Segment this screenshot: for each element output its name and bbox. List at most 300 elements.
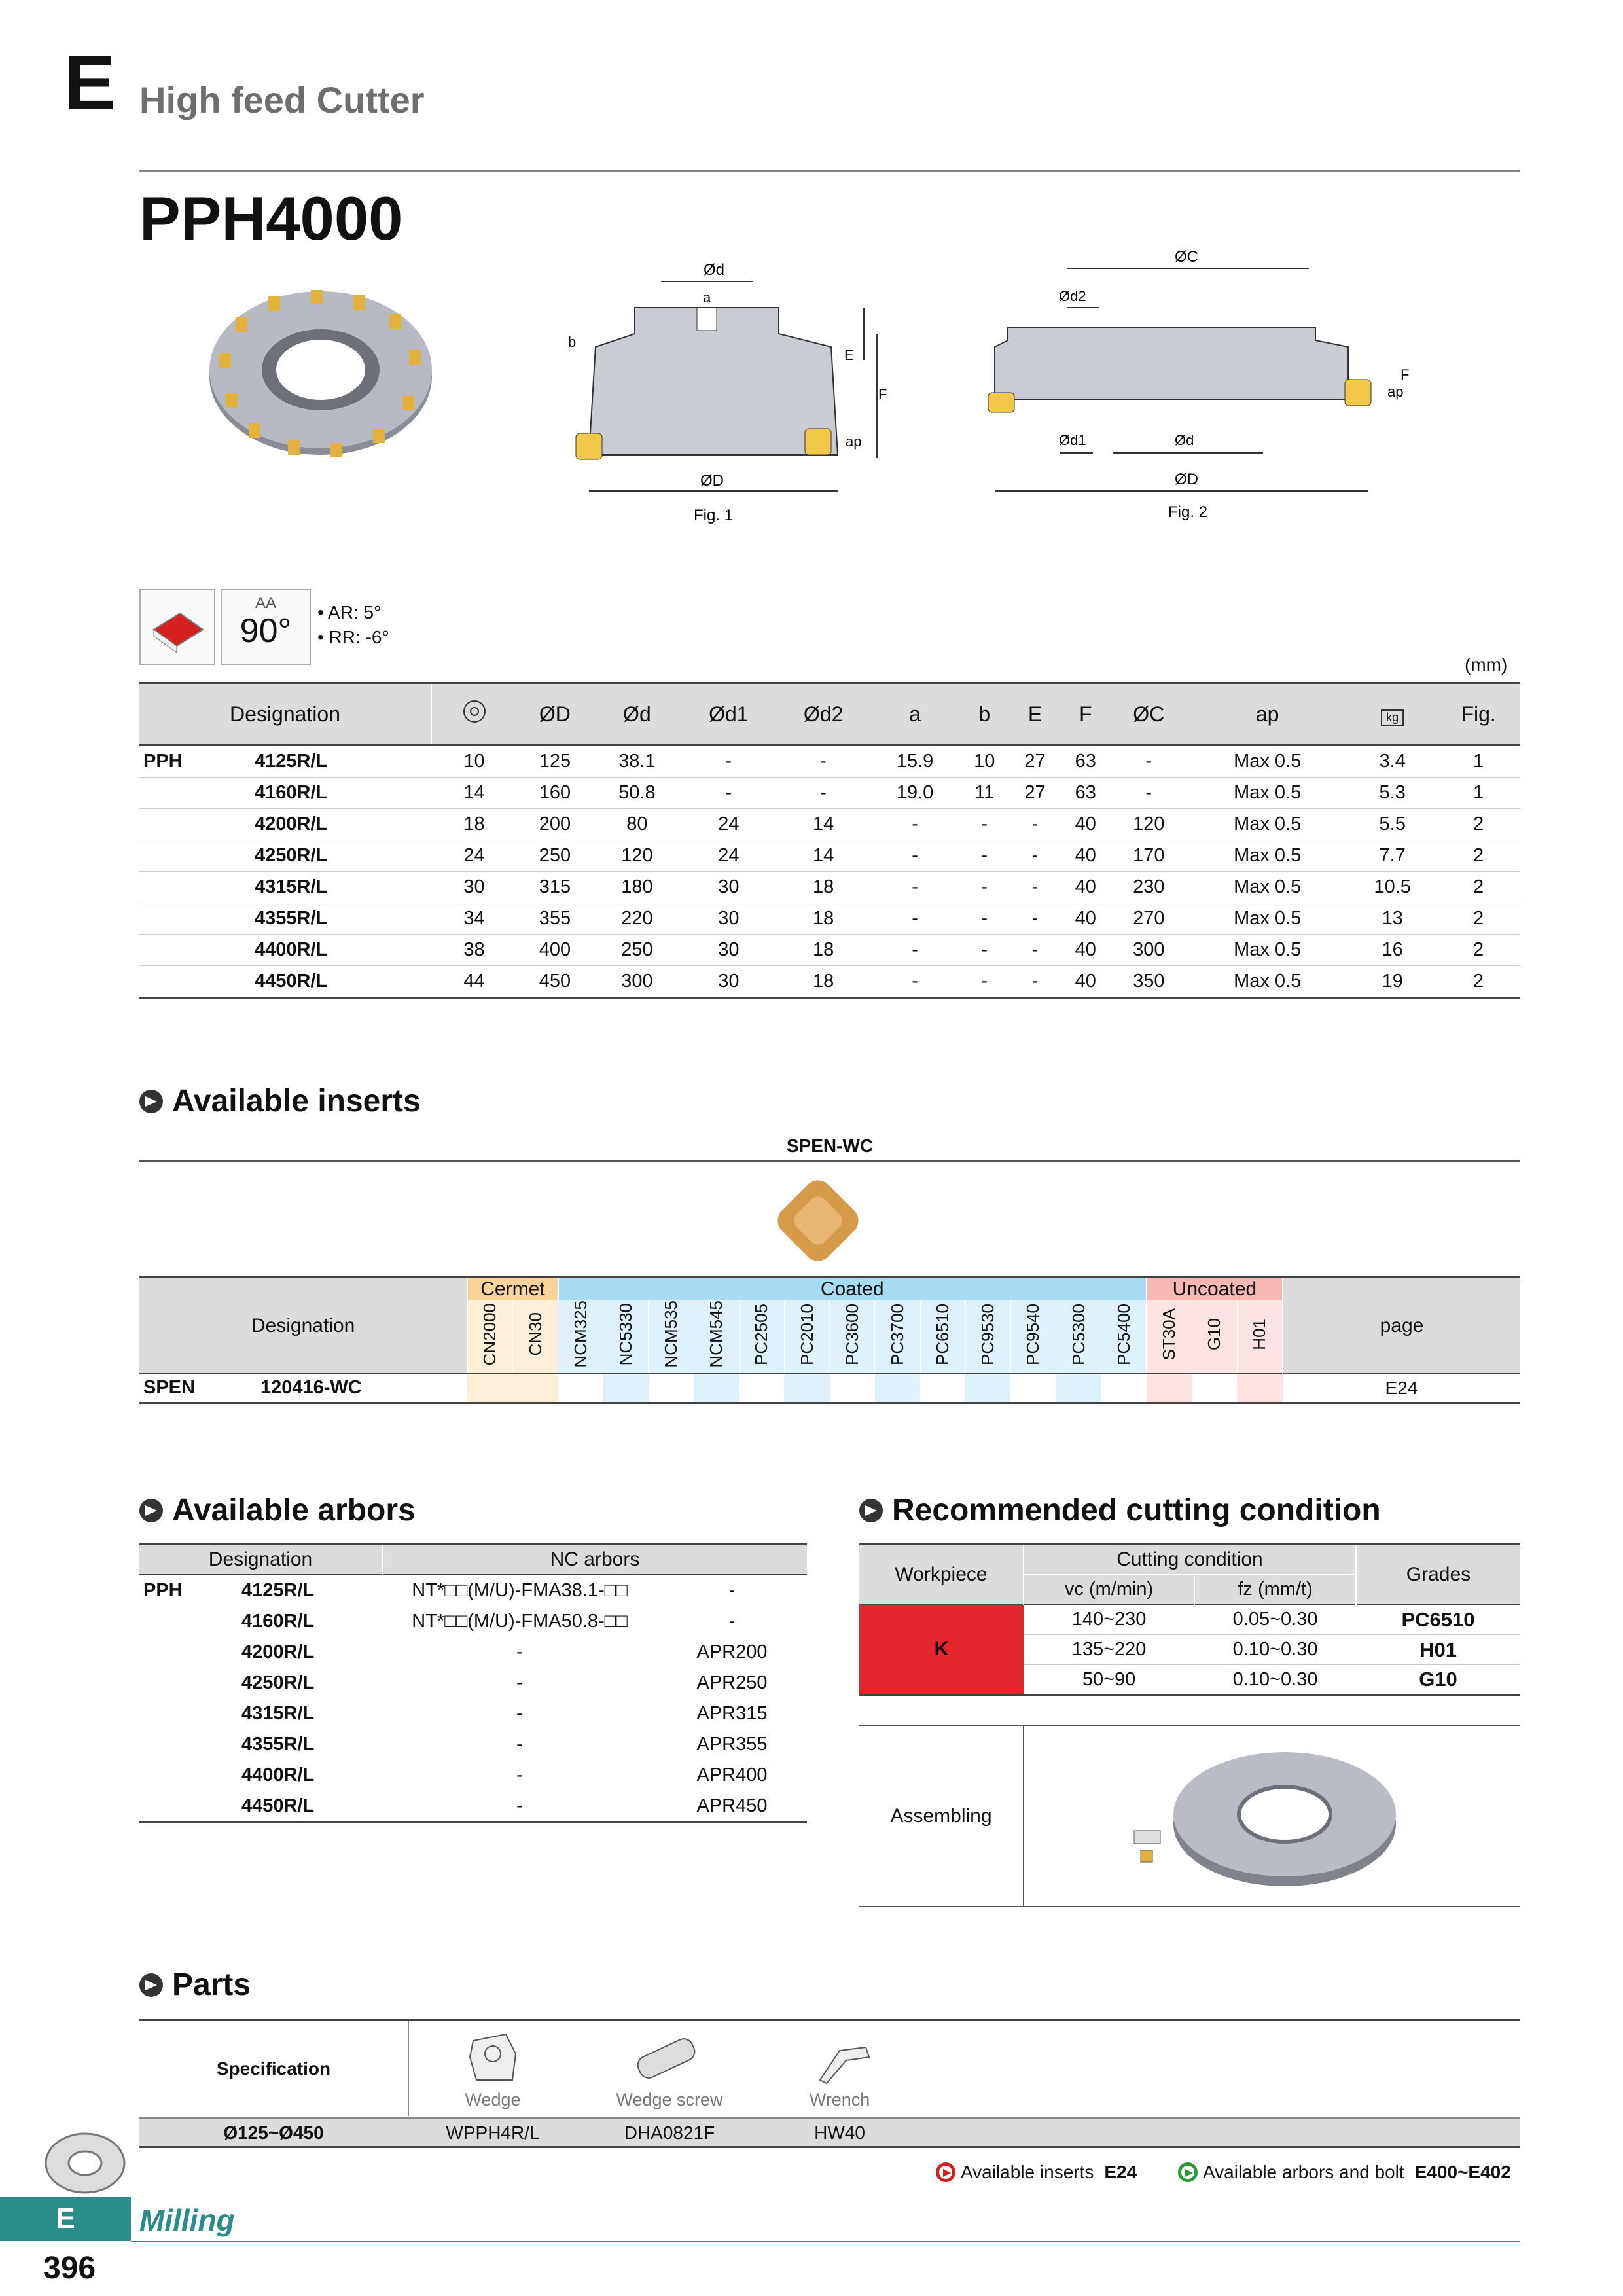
col-b: b bbox=[978, 702, 991, 726]
grade-header: CN30 bbox=[512, 1300, 558, 1374]
designation-cell: 4400R/L bbox=[241, 1764, 315, 1785]
value-cell: - bbox=[981, 845, 988, 866]
value-cell: 80 bbox=[626, 814, 648, 834]
page-header: page bbox=[1283, 1278, 1520, 1374]
parts-table bbox=[139, 2019, 1520, 2145]
value-cell: 44 bbox=[463, 971, 485, 992]
fig1-label-D: ØD bbox=[700, 472, 724, 490]
grade-cell bbox=[739, 1374, 784, 1403]
fig2-label-d1: Ød1 bbox=[1059, 432, 1086, 448]
wedge-label: Wedge bbox=[465, 2090, 521, 2109]
insert-image bbox=[769, 1178, 867, 1263]
value-cell: 14 bbox=[812, 845, 834, 866]
wedge-col bbox=[414, 2028, 571, 2110]
grade-cell bbox=[1237, 1374, 1283, 1403]
group-uncoated: Uncoated bbox=[1147, 1278, 1283, 1301]
designation-cell: 4200R/L bbox=[241, 1641, 315, 1662]
grade-cell bbox=[784, 1374, 829, 1403]
fig1-label-b: b bbox=[568, 334, 577, 350]
insert-grade-table bbox=[139, 1276, 1520, 1404]
table-row bbox=[139, 1791, 807, 1823]
arbor-cell: - bbox=[728, 1610, 736, 1632]
grade-header: PC5300 bbox=[1056, 1300, 1101, 1374]
value-cell: Max 0.5 bbox=[1234, 782, 1302, 803]
value-cell: - bbox=[981, 876, 988, 897]
value-cell: 34 bbox=[463, 908, 485, 929]
row-prefix bbox=[139, 1760, 241, 1791]
row-prefix: PPH bbox=[143, 751, 183, 772]
section-letter: E bbox=[64, 40, 116, 126]
vc-cell: 140~230 bbox=[1071, 1609, 1147, 1630]
value-cell: Max 0.5 bbox=[1234, 751, 1302, 772]
fz-cell: 0.10~0.30 bbox=[1232, 1668, 1318, 1690]
value-cell: 315 bbox=[539, 876, 571, 897]
value-cell: 24 bbox=[463, 845, 485, 866]
unit-label: (mm) bbox=[1465, 655, 1508, 675]
value-cell: 63 bbox=[1075, 751, 1096, 772]
value-cell: 15.9 bbox=[896, 751, 934, 772]
table-row bbox=[139, 809, 1520, 840]
table-row bbox=[139, 745, 1520, 778]
footer-rule bbox=[131, 2241, 1520, 2242]
value-cell: 40 bbox=[1075, 971, 1096, 992]
fig2-label-d: Ød bbox=[1175, 432, 1194, 448]
value-cell: 18 bbox=[812, 939, 834, 960]
value-cell: - bbox=[1031, 908, 1039, 929]
nc-arbor-cell: NT*□□(M/U)-FMA50.8-□□ bbox=[412, 1610, 628, 1632]
link-available-arbors[interactable]: Available arbors and bolt E400~E402 bbox=[1178, 2162, 1511, 2183]
condition-header: Cutting condition bbox=[1024, 1545, 1356, 1575]
wedge-code: WPPH4R/L bbox=[446, 2123, 540, 2143]
value-cell: - bbox=[1031, 876, 1039, 897]
value-cell: - bbox=[981, 971, 988, 992]
value-cell: 1 bbox=[1473, 751, 1484, 772]
row-prefix bbox=[139, 840, 255, 872]
arrow-right-icon bbox=[936, 2162, 955, 2182]
value-cell: 40 bbox=[1075, 939, 1096, 960]
fig2-drawing bbox=[982, 249, 1453, 530]
parts-spec-label: Specification bbox=[139, 2021, 409, 2116]
nc-arbor-cell: - bbox=[516, 1672, 523, 1693]
grade-cell bbox=[1010, 1374, 1056, 1403]
grade-cell bbox=[965, 1374, 1010, 1403]
grade-cell bbox=[512, 1374, 558, 1403]
nc-arbor-cell: - bbox=[516, 1733, 523, 1755]
table-row bbox=[139, 935, 1520, 966]
arbor-cell: APR400 bbox=[696, 1764, 768, 1785]
fig1-label-e: E bbox=[844, 347, 854, 363]
insert-designation: SPEN 120416-WC bbox=[143, 1377, 362, 1399]
fig1-drawing bbox=[563, 255, 903, 530]
value-cell: 50.8 bbox=[618, 782, 656, 803]
insert-name: SPEN-WC bbox=[139, 1136, 1520, 1162]
value-cell: 230 bbox=[1133, 876, 1165, 897]
grade-header: ST30A bbox=[1147, 1300, 1192, 1374]
value-cell: 1 bbox=[1473, 782, 1484, 803]
value-cell: - bbox=[912, 939, 918, 960]
section-arrow-icon bbox=[139, 1499, 163, 1522]
assembling-image bbox=[1121, 1739, 1409, 1896]
value-cell: - bbox=[1031, 939, 1039, 960]
fig1-label-a: a bbox=[703, 289, 711, 306]
value-cell: 2 bbox=[1473, 845, 1484, 866]
grade-header: H01 bbox=[1237, 1300, 1283, 1374]
arbor-cell: APR355 bbox=[696, 1733, 768, 1755]
value-cell: 10 bbox=[974, 751, 995, 772]
value-cell: 5.3 bbox=[1379, 782, 1406, 803]
section-arrow-icon bbox=[859, 1499, 883, 1522]
designation-cell: 4315R/L bbox=[241, 1702, 315, 1724]
arbors-col-nc: NC arbors bbox=[382, 1545, 807, 1575]
grade-header: PC3700 bbox=[875, 1300, 920, 1374]
wedge-screw-icon bbox=[624, 2028, 715, 2087]
workpiece-k: K bbox=[859, 1605, 1024, 1695]
fig1-label-f: F bbox=[878, 386, 887, 403]
table-row bbox=[139, 1606, 807, 1637]
aa-label: AA bbox=[255, 594, 276, 612]
value-cell: 2 bbox=[1473, 971, 1484, 992]
nc-arbor-cell: NT*□□(M/U)-FMA38.1-□□ bbox=[412, 1579, 628, 1601]
value-cell: 18 bbox=[812, 971, 834, 992]
arbor-cell: APR315 bbox=[696, 1702, 768, 1724]
link-available-inserts[interactable]: Available inserts E24 bbox=[936, 2162, 1137, 2183]
grade-header: NCM535 bbox=[649, 1300, 694, 1374]
grade-header: PC5400 bbox=[1101, 1300, 1147, 1374]
fig2-label-d2: Ød2 bbox=[1059, 288, 1086, 304]
value-cell: 13 bbox=[1382, 908, 1403, 929]
table-row bbox=[139, 1760, 807, 1791]
arrow-right-icon bbox=[1178, 2162, 1198, 2182]
vc-cell: 50~90 bbox=[1082, 1668, 1136, 1690]
value-cell: 2 bbox=[1473, 814, 1484, 834]
grade-header: PC2505 bbox=[739, 1300, 784, 1374]
designation-cell: 4355R/L bbox=[255, 908, 328, 929]
arbor-cell: - bbox=[728, 1579, 736, 1601]
page-number: 396 bbox=[43, 2251, 96, 2286]
col-designation: Designation bbox=[230, 702, 340, 726]
value-cell: Max 0.5 bbox=[1234, 908, 1302, 929]
value-cell: - bbox=[1145, 782, 1152, 803]
value-cell: 2 bbox=[1473, 908, 1484, 929]
designation-cell: 4450R/L bbox=[241, 1795, 315, 1816]
vc-cell: 135~220 bbox=[1071, 1639, 1147, 1660]
value-cell: 350 bbox=[1133, 971, 1165, 992]
fz-cell: 0.10~0.30 bbox=[1232, 1639, 1318, 1660]
grade-header: G10 bbox=[1192, 1300, 1237, 1374]
arbors-heading: Available arbors bbox=[139, 1492, 416, 1528]
col-fig: Fig. bbox=[1461, 702, 1496, 726]
value-cell: 30 bbox=[718, 971, 740, 992]
designation-cell: 4355R/L bbox=[241, 1733, 315, 1755]
table-row bbox=[859, 1605, 1520, 1635]
col-d2: Ød2 bbox=[803, 702, 844, 726]
col-ap: ap bbox=[1255, 702, 1279, 726]
value-cell: 2 bbox=[1473, 939, 1484, 960]
table-row bbox=[139, 1729, 807, 1760]
nc-arbor-cell: - bbox=[516, 1795, 523, 1816]
ar-text: • AR: 5° bbox=[317, 602, 382, 622]
fig1-label-ap: ap bbox=[846, 433, 862, 450]
row-prefix: PPH bbox=[143, 1579, 183, 1601]
fig1-caption: Fig. 1 bbox=[694, 507, 734, 524]
value-cell: - bbox=[981, 939, 988, 960]
row-prefix bbox=[139, 1637, 241, 1668]
value-cell: 30 bbox=[463, 876, 485, 897]
section-title: High feed Cutter bbox=[139, 79, 425, 120]
designation-cell: 4125R/L bbox=[241, 1579, 315, 1601]
value-cell: 40 bbox=[1075, 908, 1096, 929]
grade-header: PC6510 bbox=[920, 1300, 965, 1374]
wrench-label: Wrench bbox=[809, 2090, 870, 2109]
workpiece-header: Workpiece bbox=[895, 1563, 988, 1585]
designation-cell: 4160R/L bbox=[255, 782, 328, 803]
arbor-cell: APR200 bbox=[696, 1641, 768, 1662]
value-cell: 16 bbox=[1382, 939, 1403, 960]
col-d: Ød bbox=[623, 702, 651, 726]
wedge-screw-label: Wedge screw bbox=[616, 2090, 723, 2109]
grade-header: NCM325 bbox=[558, 1300, 603, 1374]
value-cell: 40 bbox=[1075, 814, 1096, 834]
value-cell: 30 bbox=[718, 876, 740, 897]
insert-shape-icon bbox=[139, 589, 215, 665]
value-cell: - bbox=[1145, 751, 1152, 772]
grade-cell bbox=[694, 1374, 739, 1403]
fz-cell: 0.05~0.30 bbox=[1232, 1609, 1318, 1630]
value-cell: Max 0.5 bbox=[1234, 845, 1302, 866]
rr-text: • RR: -6° bbox=[317, 627, 389, 647]
fig2-label-D: ØD bbox=[1175, 471, 1198, 488]
teeth-icon bbox=[431, 683, 517, 745]
grade-cell bbox=[920, 1374, 965, 1403]
value-cell: 40 bbox=[1075, 876, 1096, 897]
value-cell: 250 bbox=[539, 845, 571, 866]
grade-cell: H01 bbox=[1419, 1638, 1457, 1661]
table-row bbox=[139, 1698, 807, 1729]
cutter-product-image bbox=[196, 272, 445, 494]
value-cell: Max 0.5 bbox=[1234, 814, 1302, 834]
ins-designation-header: Designation bbox=[139, 1278, 467, 1374]
grade-cell bbox=[467, 1374, 512, 1403]
approach-angle-box bbox=[221, 589, 311, 665]
grade-header: NC5330 bbox=[603, 1300, 649, 1374]
row-prefix bbox=[139, 1668, 241, 1698]
designation-cell: 4250R/L bbox=[241, 1672, 315, 1693]
assembling-label: Assembling bbox=[859, 1726, 1024, 1906]
value-cell: - bbox=[981, 908, 988, 929]
value-cell: 19.0 bbox=[896, 782, 934, 803]
section-arrow-icon bbox=[139, 1973, 163, 1997]
value-cell: - bbox=[1031, 971, 1039, 992]
table-row bbox=[139, 1575, 807, 1606]
nc-arbor-cell: - bbox=[516, 1702, 523, 1724]
value-cell: 11 bbox=[974, 782, 995, 803]
insert-page[interactable]: E24 bbox=[1385, 1377, 1418, 1398]
row-prefix bbox=[139, 1606, 241, 1637]
grade-header: PC9530 bbox=[965, 1300, 1010, 1374]
value-cell: 18 bbox=[812, 908, 834, 929]
arbors-col-designation: Designation bbox=[208, 1548, 313, 1570]
value-cell: 63 bbox=[1075, 782, 1096, 803]
grade-header: NCM545 bbox=[694, 1300, 739, 1374]
value-cell: - bbox=[1031, 845, 1039, 866]
value-cell: 200 bbox=[539, 814, 571, 834]
vc-header: vc (m/min) bbox=[1024, 1575, 1194, 1605]
row-prefix bbox=[139, 778, 255, 809]
grade-cell bbox=[603, 1374, 649, 1403]
cutting-table bbox=[859, 1543, 1520, 1696]
value-cell: 120 bbox=[621, 845, 653, 866]
inserts-heading: Available inserts bbox=[139, 1083, 421, 1119]
value-cell: 160 bbox=[539, 782, 571, 803]
fig2-label-ap: ap bbox=[1387, 384, 1404, 400]
value-cell: 38.1 bbox=[618, 751, 656, 772]
grades-header: Grades bbox=[1356, 1545, 1520, 1605]
section-tab[interactable]: E bbox=[0, 2197, 131, 2241]
value-cell: 30 bbox=[718, 908, 740, 929]
value-cell: - bbox=[820, 782, 827, 803]
value-cell: 2 bbox=[1473, 876, 1484, 897]
wedge-screw-col bbox=[584, 2028, 755, 2110]
wedge-icon bbox=[460, 2028, 526, 2087]
value-cell: - bbox=[912, 845, 918, 866]
value-cell: 18 bbox=[463, 814, 485, 834]
row-prefix bbox=[139, 1729, 241, 1760]
value-cell: - bbox=[912, 971, 918, 992]
nc-arbor-cell: - bbox=[516, 1641, 523, 1662]
value-cell: 300 bbox=[1133, 939, 1165, 960]
table-row bbox=[139, 840, 1520, 872]
parts-row bbox=[139, 2117, 1520, 2148]
fig2-label-f: F bbox=[1400, 367, 1410, 383]
grade-header: PC2010 bbox=[784, 1300, 829, 1374]
col-C: ØC bbox=[1133, 702, 1165, 726]
value-cell: 400 bbox=[539, 939, 571, 960]
group-cermet: Cermet bbox=[467, 1278, 558, 1301]
value-cell: - bbox=[725, 751, 732, 772]
fig1-label-d: Ød bbox=[704, 261, 725, 279]
value-cell: 14 bbox=[812, 814, 834, 834]
designation-cell: 4450R/L bbox=[255, 971, 328, 992]
grade-cell bbox=[558, 1374, 603, 1403]
col-D: ØD bbox=[539, 702, 571, 726]
wrench-icon bbox=[800, 2028, 879, 2087]
nc-arbor-cell: - bbox=[516, 1764, 523, 1785]
value-cell: Max 0.5 bbox=[1234, 971, 1302, 992]
aa-value: 90° bbox=[240, 612, 292, 650]
value-cell: 10.5 bbox=[1374, 876, 1411, 897]
grade-cell bbox=[875, 1374, 920, 1403]
grade-cell: G10 bbox=[1419, 1668, 1457, 1691]
value-cell: 19 bbox=[1382, 971, 1403, 992]
value-cell: - bbox=[912, 908, 918, 929]
divider bbox=[139, 170, 1520, 172]
row-prefix bbox=[139, 1698, 241, 1729]
value-cell: 24 bbox=[718, 814, 740, 834]
grade-cell bbox=[830, 1374, 875, 1403]
col-E: E bbox=[1027, 702, 1043, 726]
row-prefix bbox=[139, 935, 255, 966]
cutting-heading: Recommended cutting condition bbox=[859, 1492, 1381, 1528]
table-row bbox=[139, 1668, 807, 1698]
col-F: F bbox=[1079, 702, 1092, 726]
wedge-screw-code: DHA0821F bbox=[624, 2123, 715, 2143]
grade-header: CN2000 bbox=[467, 1300, 512, 1374]
designation-cell: 4200R/L bbox=[255, 814, 328, 834]
product-title: PPH4000 bbox=[139, 184, 403, 253]
grade-cell bbox=[1101, 1374, 1147, 1403]
value-cell: 27 bbox=[1024, 782, 1046, 803]
value-cell: 170 bbox=[1133, 845, 1165, 866]
parts-range: Ø125~Ø450 bbox=[223, 2123, 324, 2143]
value-cell: 14 bbox=[463, 782, 485, 803]
assembling-panel bbox=[859, 1725, 1520, 1907]
value-cell: - bbox=[820, 751, 827, 772]
row-prefix bbox=[139, 872, 255, 903]
grade-cell bbox=[649, 1374, 694, 1403]
designation-cell: 4315R/L bbox=[255, 876, 328, 897]
value-cell: 38 bbox=[463, 939, 485, 960]
table-row bbox=[139, 1637, 807, 1668]
grade-header: PC3600 bbox=[830, 1300, 875, 1374]
weight-icon: kg bbox=[1348, 683, 1436, 745]
grade-header: PC9540 bbox=[1010, 1300, 1056, 1374]
value-cell: 27 bbox=[1024, 751, 1046, 772]
designation-cell: 4160R/L bbox=[241, 1610, 315, 1632]
value-cell: - bbox=[1031, 814, 1039, 834]
col-a: a bbox=[909, 702, 921, 726]
table-row bbox=[139, 966, 1520, 998]
group-coated: Coated bbox=[558, 1278, 1147, 1301]
value-cell: 250 bbox=[621, 939, 653, 960]
row-prefix bbox=[139, 903, 255, 935]
value-cell: 3.4 bbox=[1379, 751, 1406, 772]
arbor-cell: APR250 bbox=[696, 1672, 768, 1693]
value-cell: 355 bbox=[539, 908, 571, 929]
value-cell: 180 bbox=[621, 876, 653, 897]
table-row bbox=[139, 778, 1520, 809]
value-cell: - bbox=[912, 814, 918, 834]
col-d1: Ød1 bbox=[709, 702, 749, 726]
value-cell: 40 bbox=[1075, 845, 1096, 866]
fig2-label-c: ØC bbox=[1175, 249, 1198, 266]
milling-category-icon bbox=[39, 2127, 131, 2199]
fig2-caption: Fig. 2 bbox=[1168, 503, 1208, 521]
value-cell: - bbox=[912, 876, 918, 897]
value-cell: 220 bbox=[621, 908, 653, 929]
fz-header: fz (mm/t) bbox=[1194, 1575, 1356, 1605]
value-cell: - bbox=[725, 782, 732, 803]
value-cell: 125 bbox=[539, 751, 571, 772]
row-prefix bbox=[139, 1791, 241, 1823]
spec-table bbox=[139, 682, 1520, 999]
value-cell: 450 bbox=[539, 971, 571, 992]
designation-cell: 4250R/L bbox=[255, 845, 328, 866]
designation-cell: 4400R/L bbox=[255, 939, 328, 960]
wrench-code: HW40 bbox=[814, 2123, 865, 2143]
row-prefix bbox=[139, 966, 255, 998]
section-arrow-icon bbox=[139, 1090, 163, 1113]
grade-cell: PC6510 bbox=[1401, 1607, 1475, 1631]
category-label: Milling bbox=[139, 2203, 235, 2237]
value-cell: 30 bbox=[718, 939, 740, 960]
row-prefix bbox=[139, 809, 255, 840]
value-cell: 270 bbox=[1133, 908, 1165, 929]
value-cell: 7.7 bbox=[1379, 845, 1406, 866]
grade-cell bbox=[1147, 1374, 1192, 1403]
designation-cell: 4125R/L bbox=[255, 751, 328, 772]
grade-cell bbox=[1056, 1374, 1101, 1403]
wrench-col bbox=[761, 2028, 918, 2110]
